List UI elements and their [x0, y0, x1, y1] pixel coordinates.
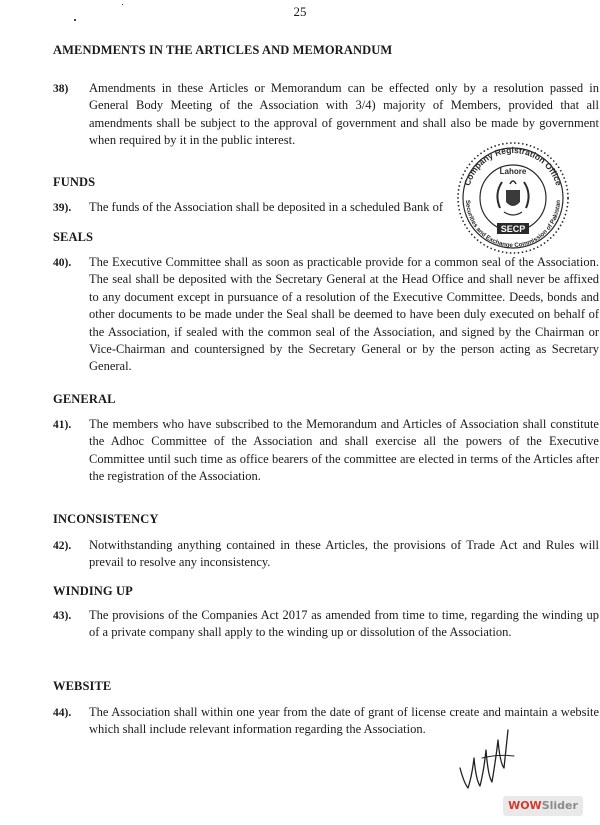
- section-heading-funds: FUNDS: [53, 175, 96, 189]
- seal-abbreviation: SECP: [500, 224, 526, 234]
- clause-text: The funds of the Association shall be deposited in a scheduled Bank of: [89, 200, 444, 214]
- seal-city-text: Lahore: [499, 167, 527, 176]
- clause-number: 43).: [53, 610, 72, 622]
- clause-text: Amendments in these Articles or Memorandum can be effected only by a resolution passed in General Body Meeting of the Association with 3/4) majority of Members, provided that all amendments shall be subject to the approval of government and shall also be made by government when required by it in the public interest.: [89, 81, 599, 148]
- section-heading-seals: SEALS: [53, 230, 94, 244]
- document-title: AMENDMENTS IN THE ARTICLES AND MEMORANDUM: [53, 43, 393, 57]
- clause-text: The Association shall within one year from the date of grant of license create and maintain a website which shall include relevant information regarding the Association.: [89, 705, 599, 737]
- clause-number: 40).: [53, 257, 72, 269]
- company-registration-seal: [450, 130, 575, 260]
- section-heading-winding-up: WINDING UP: [53, 584, 133, 598]
- clause-text: Notwithstanding anything contained in these Articles, the provisions of Trade Act and Rules will prevail to resolve any inconsistency.: [89, 538, 599, 570]
- seal-bottom-text: Securities and Exchange Commission of Pakistan: [463, 199, 563, 250]
- seal-outer-text: Company Registration Office: [461, 144, 565, 187]
- page-number: 25: [293, 4, 307, 19]
- scan-speck: [122, 4, 123, 5]
- clause-number: 39).: [53, 202, 72, 214]
- section-heading-general: GENERAL: [53, 392, 116, 406]
- clause-text: The members who have subscribed to the Memorandum and Articles of Association shall constitute the Adhoc Committee of the Association and shall exercise all the powers of the Executive Committee until such time as office bearers of the committee are elected in terms of the Articles after the registration of the Association.: [89, 417, 599, 484]
- clause-number: 41).: [53, 419, 72, 431]
- clause-text: The provisions of the Companies Act 2017 as amended from time to time, regarding the winding up of a private company shall apply to the winding up or dissolution of the Association.: [89, 608, 599, 640]
- wowslider-watermark: WOWSlider: [503, 796, 583, 816]
- clause-number: 38): [53, 83, 69, 95]
- clause-number: 44).: [53, 707, 72, 719]
- clause-text: The Executive Committee shall as soon as practicable provide for a common seal of the Association. The seal shall be deposited with the Secretary General at the Head Office and shall never be affixed to any document except in pursuance of a resolution of the Executive Committee. Deeds, bonds and other documents to be made under the Seal shall be deemed to have been duly executed on behalf of the Association, if sealed with the common seal of the Association, and signed by the Chairman or Vice-Chairman and countersigned by the Secretary General or by the person acting as Secretary General.: [89, 255, 599, 374]
- seal-emblem-icon: [497, 181, 528, 215]
- section-heading-inconsistency: INCONSISTENCY: [53, 512, 159, 526]
- handwritten-signature: [458, 728, 518, 793]
- section-heading-website: WEBSITE: [53, 679, 112, 693]
- scan-speck: [74, 19, 76, 21]
- clause-number: 42).: [53, 540, 72, 552]
